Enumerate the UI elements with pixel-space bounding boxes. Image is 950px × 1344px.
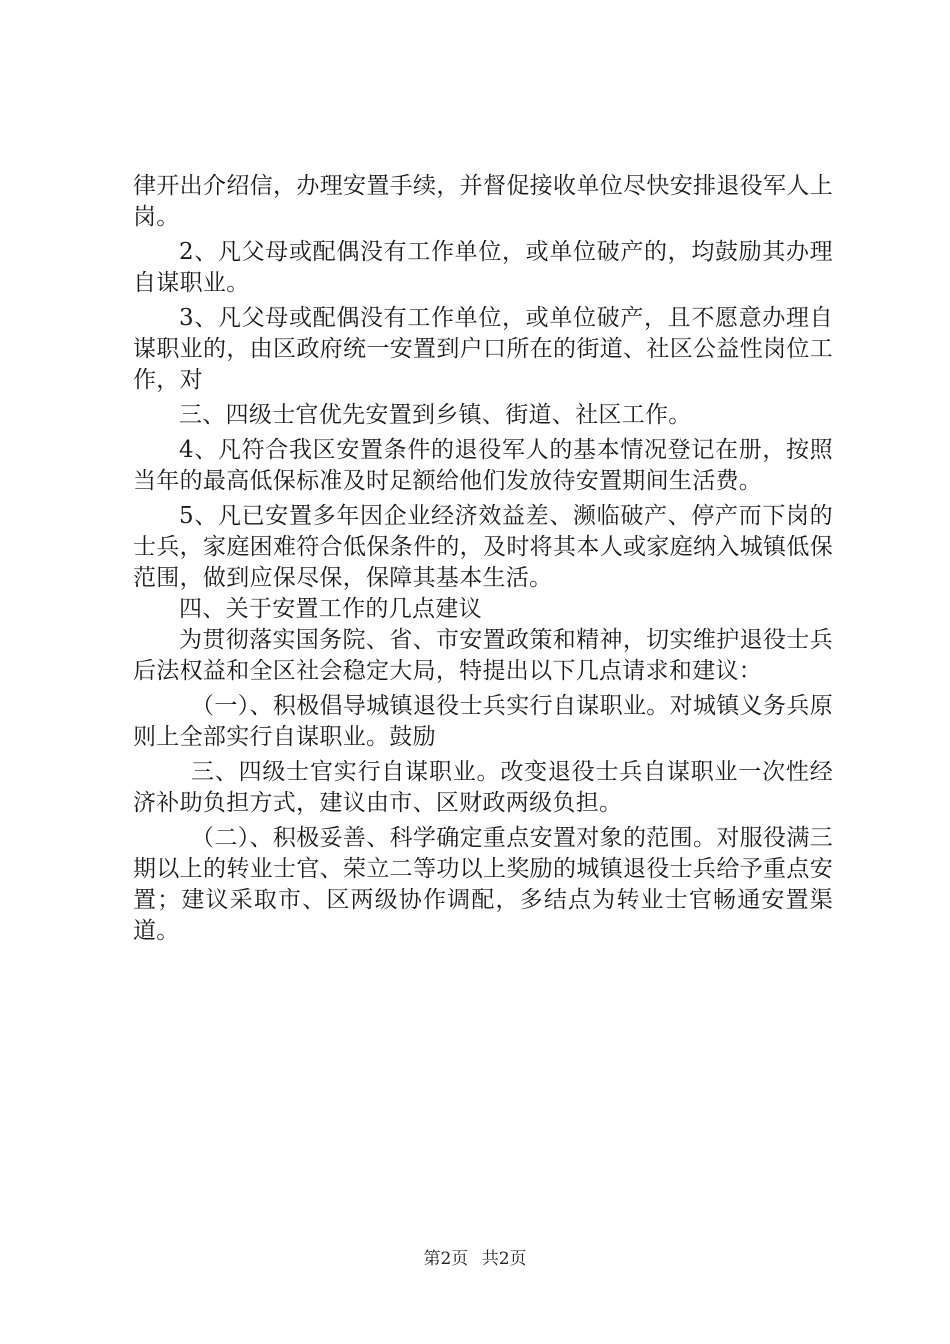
paragraph-item-5: 5、凡已安置多年因企业经济效益差、濒临破产、停产而下岗的士兵，家庭困难符合低保条件的，及时将其本人或家庭纳入城镇低保范围，做到应保尽保，保障其基本生活。 [133,503,833,591]
paragraph-suggestion-1: （一）、积极倡导城镇退役士兵实行自谋职业。对城镇义务兵原则上全部实行自谋职业。鼓励 [133,693,833,750]
paragraph-continuation: 律开出介绍信，办理安置手续，并督促接收单位尽快安排退役军人上岗。 [133,173,833,230]
section-heading-suggestions: 四、关于安置工作的几点建议 [179,596,482,622]
page-total: 共2页 [481,1249,527,1269]
page-footer [0,1244,950,1269]
document-body [133,171,833,947]
paragraph-intro-suggestions: 为贯彻落实国务院、省、市安置政策和精神，切实维护退役士兵后法权益和全区社会稳定大局，特提出以下几点请求和建议： [133,627,833,684]
paragraph-item-4: 4、凡符合我区安置条件的退役军人的基本情况登记在册，按照当年的最高低保标准及时足额给他们发放待安置期间生活费。 [133,437,833,494]
page-number: 第2页 [423,1249,469,1269]
paragraph-item-3-continued: 三、四级士官优先安置到乡镇、街道、社区工作。 [179,402,692,428]
paragraph-item-2: 2、凡父母或配偶没有工作单位，或单位破产的，均鼓励其办理自谋职业。 [133,239,833,296]
paragraph-suggestion-2: （二）、积极妥善、科学确定重点安置对象的范围。对服役满三期以上的转业士官、荣立二等功以上奖励的城镇退役士兵给予重点安置；建议采取市、区两级协作调配，多结点为转业士官畅通安置渠道。 [133,825,833,944]
paragraph-suggestion-1-continued: 三、四级士官实行自谋职业。改变退役士兵自谋职业一次性经济补助负担方式，建议由市、区财政两级负担。 [133,759,833,816]
paragraph-item-3: 3、凡父母或配偶没有工作单位，或单位破产，且不愿意办理自谋职业的，由区政府统一安置到户口所在的街道、社区公益性岗位工作，对 [133,305,833,393]
